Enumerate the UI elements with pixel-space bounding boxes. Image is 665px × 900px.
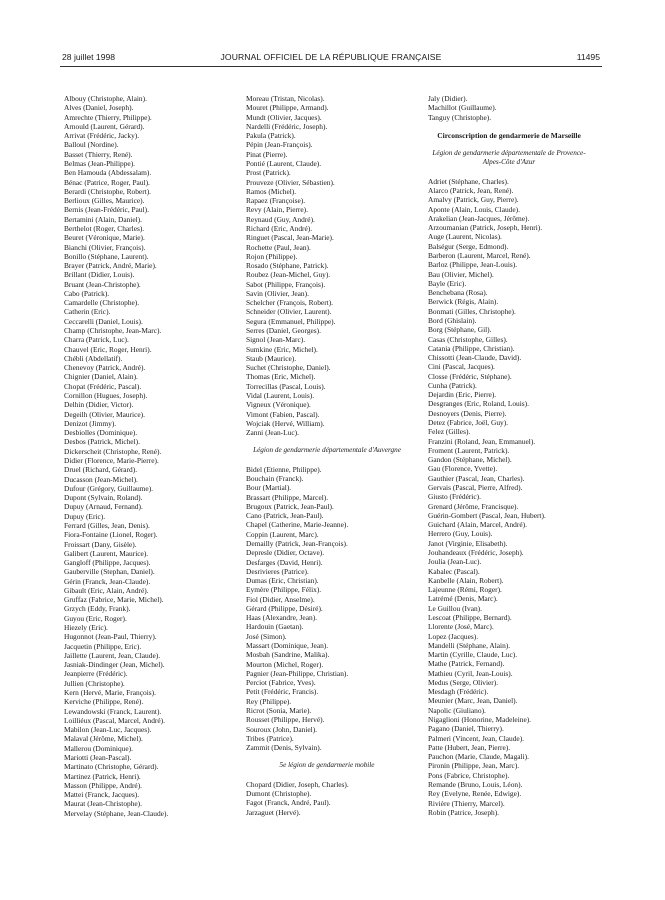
list-item: Guichard (Alain, Marcel, André). [428, 520, 527, 530]
list-item: Rivière (Thierry, Marcel). [428, 798, 505, 808]
legion-heading: Légion de gendarmerie départementale de Provence-Alpes-Côte d'Azur [432, 149, 586, 167]
list-item: Amrechte (Thierry, Philippe). [64, 112, 152, 122]
list-item: Bouchain (Franck). [246, 473, 304, 483]
list-item: Desgranges (Eric, Roland, Louis). [428, 399, 529, 409]
list-item: Ringuet (Pascal, Jean-Marie). [246, 233, 334, 243]
list-item: Pagano (Daniel, Thierry). [428, 724, 504, 734]
list-item: Denizot (Jimmy). [64, 418, 117, 428]
name-list [246, 780, 408, 817]
list-item: Mundt (Olivier, Jacques). [246, 112, 322, 122]
list-item: Guyou (Eric, Roger). [64, 613, 127, 623]
spacer [246, 437, 408, 446]
list-item: Bord (Ghislain). [428, 315, 477, 325]
list-item: Tribes (Patrice). [246, 733, 294, 743]
list-item: Depresle (Didier, Octave). [246, 548, 325, 558]
list-item: Hugonnot (Jean-Paul, Thierry). [64, 632, 157, 642]
list-item: Brassart (Philippe, Marcel). [246, 492, 329, 502]
list-item: Froissart (Dany, Gisèle). [64, 539, 137, 549]
list-item: Hiezely (Eric). [64, 623, 108, 633]
list-item: Vigneux (Véronique). [246, 400, 311, 410]
list-item: Jaly (Didier). [428, 94, 468, 103]
spacer [428, 140, 590, 149]
list-item: Schneider (Olivier, Laurent). [246, 307, 332, 317]
list-item: Vimont (Fabien, Pascal). [246, 409, 320, 419]
list-item: Jouhandeaux (Frédéric, Joseph). [428, 547, 524, 557]
list-item: Masson (Philippe, André). [64, 780, 143, 790]
list-item: Berlioux (Gilles, Maurice). [64, 196, 145, 206]
list-item: Hardouin (Gaetan). [246, 622, 304, 632]
list-item: Fiora-Fontaine (Lionel, Roger). [64, 530, 158, 540]
list-item: Froment (Laurent, Patrick). [428, 445, 510, 455]
list-item: Sabot (Philippe, François). [246, 279, 326, 289]
list-item: Balségur (Serge, Edmond). [428, 241, 509, 251]
list-item: Pakula (Patrick). [246, 131, 296, 141]
list-item: Gauthier (Pascal, Jean, Charles). [428, 473, 525, 483]
list-item: Wojciak (Hervé, William). [246, 418, 325, 428]
column-1 [64, 94, 226, 818]
list-item: Degeilh (Olivier, Maurice). [64, 409, 145, 419]
list-item: Alarco (Patrick, Jean, René). [428, 186, 514, 196]
list-item: Perciot (Fabrice, Yves). [246, 678, 316, 688]
list-item: Janot (Virginie, Elisabeth). [428, 538, 508, 548]
list-item: Jaillette (Laurent, Jean, Claude). [64, 650, 161, 660]
header-rule [60, 66, 602, 67]
list-item: Schelcher (François, Robert). [246, 298, 334, 308]
list-item: Maurat (Jean-Christophe). [64, 799, 142, 809]
list-item: Basset (Thierry, René). [64, 149, 133, 159]
name-list [246, 94, 408, 437]
list-item: Bruant (Jean-Christophe). [64, 279, 141, 289]
list-item: Casas (Christophe, Gilles). [428, 334, 508, 344]
list-item: Kern (Hervé, Marie, François). [64, 688, 156, 697]
page-header [62, 52, 600, 66]
list-item: Nardelli (Frédéric, Joseph). [246, 121, 328, 131]
list-item: Charra (Patrick, Luc). [64, 335, 129, 345]
list-item: Auge (Laurent, Nicolas). [428, 232, 502, 242]
list-item: Sumkine (Eric, Michel). [246, 344, 318, 354]
list-item: Pagnier (Jean-Philippe, Christian). [246, 668, 349, 678]
list-item: Borg (Stéphane, Gil). [428, 325, 492, 335]
list-item: Brayer (Patrick, André, Marie). [64, 261, 157, 271]
list-item: Cunha (Patrick). [428, 380, 477, 390]
list-item: Medus (Serge, Olivier). [428, 677, 499, 687]
list-item: Haas (Alexandre, Jean). [246, 613, 317, 623]
list-item: Chauvel (Eric, Roger, Henri). [64, 344, 152, 354]
list-item: Suchet (Christophe, Daniel). [246, 363, 331, 373]
list-item: Dumont (Christophe). [246, 789, 312, 798]
list-item: Giusto (Frédéric). [428, 492, 481, 502]
list-item: Nigaglioni (Honorine, Madeleine). [428, 715, 532, 725]
list-item: Ramos (Michel). [246, 186, 297, 196]
list-item: Souroux (John, Daniel). [246, 724, 318, 734]
list-item: Coppin (Laurent, Marc). [246, 529, 319, 539]
list-item: Pironin (Philippe, Jean, Marc). [428, 761, 520, 771]
list-item: Rapaez (Françoise). [246, 196, 306, 206]
list-item: Felez (Gilles). [428, 427, 471, 437]
list-item: Chignier (Daniel, Alain). [64, 372, 138, 382]
list-item: Catania (Philippe, Christian). [428, 343, 515, 353]
list-item: Bau (Olivier, Michel). [428, 269, 494, 279]
list-item: Barberon (Laurent, Marcel, René). [428, 250, 531, 260]
list-item: Berwick (Régis, Alain). [428, 297, 499, 307]
list-item: Galibert (Laurent, Maurice). [64, 548, 149, 558]
list-item: Chopat (Frédéric, Pascal). [64, 381, 142, 391]
list-item: Pontié (Laurent, Claude). [246, 158, 322, 168]
list-item: Dejardin (Eric, Pierre). [428, 390, 497, 400]
list-item: Benchebana (Rosa). [428, 288, 488, 298]
list-item: Brugoux (Patrick, Jean-Paul). [246, 501, 334, 511]
list-item: Dupuy (Arnaud, Fernand). [64, 502, 143, 512]
list-item: Mouret (Philippe, Armand). [246, 103, 329, 113]
list-item: Serres (Daniel, Georges). [246, 326, 321, 336]
list-item: Jarzaguet (Hervé). [246, 807, 301, 817]
list-item: Chébli (Abdellatif). [64, 353, 123, 363]
list-item: Champ (Christophe, Jean-Marc). [64, 326, 162, 336]
journal-title: JOURNAL OFFICIEL DE LA RÉPUBLIQUE FRANÇAISE [220, 52, 442, 62]
list-item: Pauchon (Marie, Claude, Magali). [428, 752, 529, 762]
name-list [64, 94, 226, 818]
list-item: Gibault (Eric, Alain, André). [64, 585, 149, 595]
list-item: Dupont (Sylvain, Roland). [64, 493, 143, 503]
list-item: Moreau (Tristan, Nicolas). [246, 94, 325, 103]
list-item: Martinez (Patrick, Henri). [64, 771, 141, 781]
list-item: Chapel (Catherine, Marie-Jeanne). [246, 520, 349, 530]
list-item: Barloz (Philippe, Jean-Louis). [428, 260, 518, 270]
spacer [428, 168, 590, 177]
list-item: Rosado (Stéphane, Patrick). [246, 261, 329, 271]
list-item: Mariotti (Jean-Pascal). [64, 752, 132, 762]
list-item: Bénac (Patrice, Roger, Paul). [64, 177, 150, 187]
list-item: Kabalec (Pascal). [428, 566, 480, 576]
legion-heading: Légion de gendarmerie départementale d'Auvergne [253, 446, 401, 455]
list-item: Jacquetin (Philippe, Eric). [64, 641, 142, 651]
list-item: Llorente (José, Marc). [428, 622, 494, 632]
spacer [246, 456, 408, 465]
list-item: Bonmati (Gilles, Christophe). [428, 306, 516, 316]
list-item: Druel (Richard, Gérard). [64, 465, 138, 475]
list-item: Chopard (Didier, Joseph, Charles). [246, 779, 349, 789]
list-item: Signol (Jean-Marc). [246, 335, 306, 345]
list-item: Arrivat (Frédéric, Jacky). [64, 131, 140, 141]
list-item: Grenard (Jérôme, Francisque). [428, 501, 519, 511]
list-item: Robin (Patrice, Joseph). [428, 807, 500, 817]
list-item: Closse (Frédéric, Stéphane). [428, 371, 512, 381]
list-item: Patte (Hubert, Jean, Pierre). [428, 742, 511, 752]
list-item: Joulia (Jean-Luc). [428, 557, 482, 567]
list-item: Camardelle (Christophe). [64, 298, 140, 308]
list-item: Amalvy (Patrick, Guy, Pierre). [428, 195, 519, 205]
list-item: Mallerou (Dominique). [64, 743, 133, 753]
list-item: Catherin (Eric). [64, 307, 111, 317]
list-item: Napolic (Giuliano). [428, 705, 486, 715]
list-item: Chissotti (Jean-Claude, David). [428, 353, 522, 363]
list-item: Mandelli (Stéphane, Alain). [428, 640, 511, 650]
list-item: Bertamini (Alain, Daniel). [64, 214, 142, 224]
list-item: Arakelian (Jean-Jacques, Jérôme). [428, 213, 530, 223]
list-item: Ceccarelli (Daniel, Louis). [64, 316, 143, 326]
list-item: Machillot (Guillaume). [428, 103, 497, 113]
list-item: Fiol (Didier, Anselme). [246, 594, 315, 604]
list-item: Desrivieres (Patrice). [246, 566, 309, 576]
list-item: Beuret (Véronique, Marie). [64, 233, 145, 243]
list-item: Dupuy (Eric). [64, 511, 106, 521]
legion-heading: 5e légion de gendarmerie mobile [279, 761, 375, 770]
circonscription-heading: Circonscription de gendarmerie de Marseille [437, 130, 581, 140]
list-item: Prouveze (Olivier, Sébastien). [246, 177, 335, 187]
list-item: Staub (Maurice). [246, 353, 297, 363]
list-item: Berardi (Christophe, Robert). [64, 186, 152, 196]
list-item: Dumas (Eric, Christian). [246, 576, 319, 586]
list-item: Lopez (Jacques). [428, 631, 479, 641]
list-item: Savin (Olivier, Jean). [246, 288, 309, 298]
list-item: Martinato (Christophe, Gérard). [64, 762, 159, 772]
list-item: Bidel (Etienne, Philippe). [246, 464, 322, 474]
list-item: Le Guillou (Ivan). [428, 603, 482, 613]
list-item: Pépin (Jean-François). [246, 140, 313, 150]
list-item: Bayle (Eric). [428, 278, 467, 288]
list-item: Eymère (Philippe, Félix). [246, 585, 322, 595]
name-list [428, 177, 590, 817]
list-item: Mervelay (Stéphane, Jean-Claude). [64, 808, 169, 818]
list-item: Bonillo (Stéphane, Laurent). [64, 251, 149, 261]
list-item: Bour (Martial). [246, 483, 292, 493]
list-item: Lescoat (Philippe, Bernard). [428, 612, 512, 622]
list-item: Pinat (Pierre). [246, 149, 288, 159]
list-item: Mathe (Patrick, Fernand). [428, 659, 505, 669]
list-item: Kerviche (Philippe, René). [64, 697, 144, 707]
list-item: Alves (Daniel, Joseph). [64, 103, 134, 113]
list-item: Desbos (Patrick, Michel). [64, 437, 140, 447]
list-item: Rousset (Philippe, Hervé). [246, 715, 325, 725]
list-item: Chenevoy (Patrick, André). [64, 363, 146, 373]
list-item: Revy (Alain, Pierre). [246, 205, 308, 215]
list-item: Brillant (Didier, Louis). [64, 270, 135, 280]
list-item: Mesdagh (Frédéric). [428, 687, 489, 697]
list-item: Latrémé (Denis, Marc). [428, 594, 498, 604]
list-item: Lajeunne (Rémi, Roger). [428, 585, 502, 595]
list-item: Desbiolles (Dominique). [64, 428, 138, 438]
list-item: Balloul (Nordine). [64, 140, 119, 150]
list-item: Roubez (Jean-Michel, Guy). [246, 270, 331, 280]
list-item: Ducasson (Jean-Michel). [64, 474, 138, 484]
list-item: Pons (Fabrice, Christophe). [428, 770, 510, 780]
list-item: Torrecillas (Pascal, Louis). [246, 381, 326, 391]
list-item: Richard (Eric, André). [246, 223, 313, 233]
list-item: Mourton (Michel, Roger). [246, 659, 324, 669]
list-item: Didier (Florence, Marie-Pierre). [64, 455, 159, 465]
list-item: Jeanpierre (Frédéric). [64, 669, 128, 679]
list-item: Gau (Florence, Yvette). [428, 464, 498, 474]
list-item: Ferrard (Gilles, Jean, Denis). [64, 520, 150, 530]
list-item: Rey (Philippe). [246, 696, 292, 706]
list-item: Gérard (Philippe, Désiré). [246, 603, 323, 613]
list-item: Cornillon (Hugues, Joseph). [64, 391, 148, 400]
list-item: Desnoyers (Denis, Pierre). [428, 408, 507, 418]
list-item: José (Simon). [246, 631, 287, 641]
list-item: Ricrot (Sonia, Marie). [246, 706, 312, 716]
list-item: Zammit (Denis, Sylvain). [246, 743, 322, 753]
list-item: Berthelot (Roger, Charles). [64, 223, 145, 233]
list-item: Desfarges (David, Henri). [246, 557, 323, 567]
list-item: Mosbah (Sandrine, Malika). [246, 650, 330, 660]
list-item: Jullien (Christophe). [64, 678, 125, 688]
list-item: Petit (Frédéric, Francis). [246, 687, 319, 697]
list-item: Gandon (Stéphane, Michel). [428, 455, 512, 465]
list-item: Zanni (Jean-Luc). [246, 428, 299, 438]
list-item: Gérin (Franck, Jean-Claude). [64, 576, 151, 586]
list-item: Rey (Evelyne, Renée, Edwige). [428, 789, 522, 799]
list-item: Detez (Fabrice, Joël, Guy). [428, 418, 509, 428]
list-item: Delhin (Didier, Victor). [64, 400, 134, 410]
list-item: Gruffaz (Fabrice, Marie, Michel). [64, 595, 164, 605]
list-item: Albouy (Christophe, Alain). [64, 94, 147, 103]
list-item: Dickerscheit (Christophe, René). [64, 446, 162, 456]
list-item: Mabilon (Jean-Luc, Jacques). [64, 725, 152, 735]
list-item: Segura (Emmanuel, Philippe). [246, 316, 336, 326]
list-item: Remande (Bruno, Louis, Léon). [428, 780, 523, 790]
list-item: Rojon (Philippe). [246, 251, 298, 261]
list-item: Grzych (Eddy, Frank). [64, 604, 131, 614]
list-item: Bianchi (Olivier, François). [64, 242, 146, 252]
column-3 [428, 94, 590, 817]
column-2 [246, 94, 408, 817]
list-item: Franzini (Roland, Jean, Emmanuel). [428, 436, 536, 446]
spacer [428, 122, 590, 131]
list-item: Kanbelle (Alain, Robert). [428, 575, 504, 585]
list-item: Meunier (Marc, Jean, Daniel). [428, 696, 518, 706]
list-item: Reynaud (Guy, André). [246, 214, 315, 224]
list-item: Thomas (Eric, Michel). [246, 372, 316, 382]
list-item: Mattei (Franck, Jacques). [64, 790, 140, 800]
list-item: Adriet (Stéphane, Charles). [428, 176, 509, 186]
list-item: Arzoumanian (Patrick, Joseph, Henri). [428, 223, 543, 233]
list-item: Bernis (Jean-Frédéric, Paul). [64, 205, 149, 215]
name-list [246, 465, 408, 753]
list-item: Lewandowski (Franck, Laurent). [64, 706, 162, 716]
list-item: Ben Hamouda (Abdessalam). [64, 168, 152, 178]
list-item: Gauberville (Stephan, Daniel). [64, 567, 155, 577]
list-item: Gervais (Pascal, Pierre, Alfred). [428, 483, 523, 493]
list-item: Guérin-Gombert (Pascal, Jean, Hubert). [428, 510, 546, 520]
page-number: 11495 [576, 52, 600, 62]
list-item: Herrero (Guy, Louis). [428, 529, 493, 539]
list-item: Jasniak-Dindinger (Jean, Michel). [64, 660, 165, 670]
list-item: Loilliéux (Pascal, Marcel, André). [64, 715, 165, 725]
spacer [246, 771, 408, 780]
list-item: Mathieu (Cyril, Jean-Louis). [428, 668, 513, 678]
spacer [246, 752, 408, 761]
list-item: Rochette (Paul, Jean). [246, 242, 311, 252]
list-item: Gangloff (Philippe, Jacques). [64, 558, 151, 568]
list-item: Martin (Cyrille, Claude, Luc). [428, 650, 518, 660]
list-item: Dufour (Grégory, Guillaume). [64, 483, 154, 493]
list-item: Cabo (Patrick). [64, 288, 110, 298]
list-item: Palmeri (Vincent, Jean, Claude). [428, 733, 525, 743]
list-item: Malaval (Jérôme, Michel). [64, 734, 143, 744]
list-item: Cano (Patrick, Jean-Paul). [246, 511, 324, 521]
list-item: Cini (Pascal, Jacques). [428, 362, 495, 372]
list-item: Aponte (Alain, Louis, Claude). [428, 204, 520, 214]
name-list [428, 94, 590, 122]
list-item: Fagot (Franck, André, Paul). [246, 798, 331, 808]
header-date: 28 juillet 1998 [62, 52, 116, 62]
list-item: Arnould (Laurent, Gérard). [64, 121, 145, 131]
list-item: Vidal (Laurent, Louis). [246, 391, 315, 400]
list-item: Tanguy (Christophe). [428, 112, 492, 122]
list-item: Demailly (Patrick, Jean-François). [246, 538, 348, 548]
list-item: Belmas (Jean-Philippe). [64, 158, 136, 168]
list-item: Massart (Dominique, Jean). [246, 641, 329, 651]
list-item: Prost (Patrick). [246, 168, 291, 178]
